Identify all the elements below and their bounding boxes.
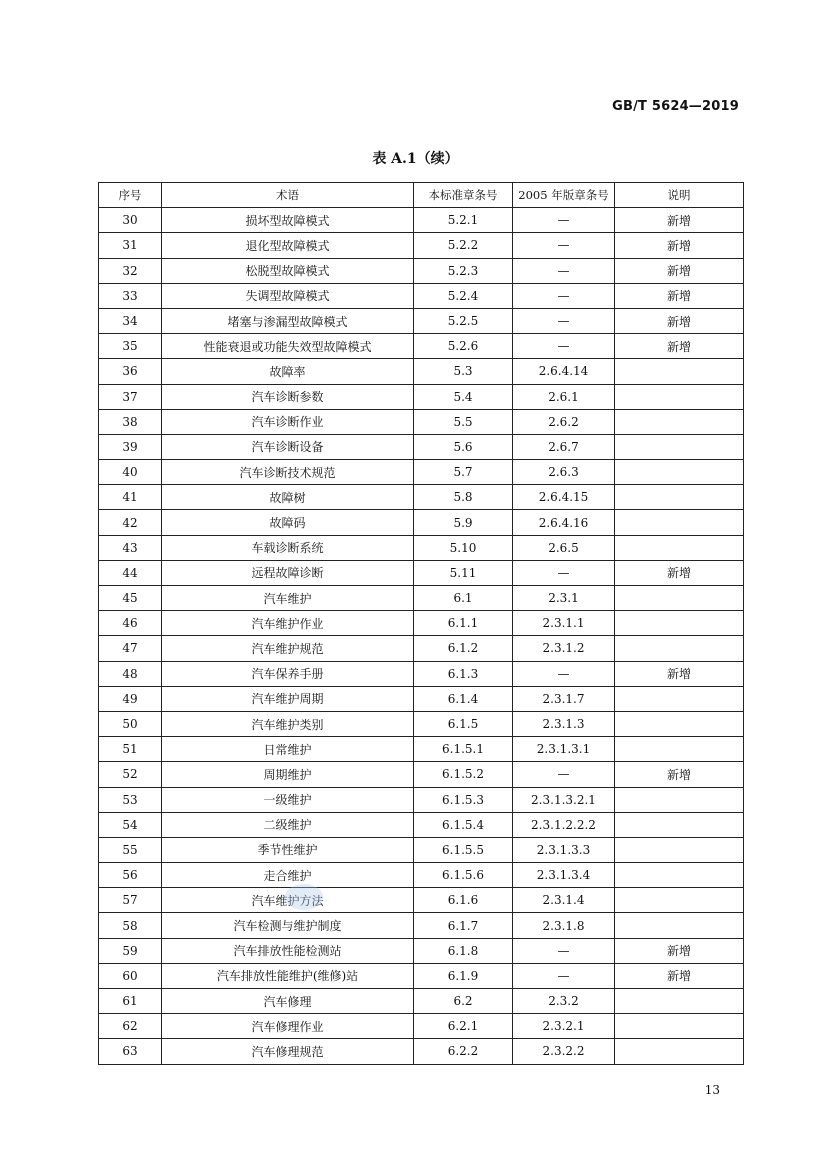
table-row [99, 586, 744, 611]
cell-index: 53 [99, 787, 162, 812]
cell-2005-clause: — [513, 258, 615, 283]
table-row [99, 888, 744, 913]
cell-note [615, 409, 744, 434]
cell-term: 退化型故障模式 [162, 233, 414, 258]
cell-term: 日常维护 [162, 737, 414, 762]
cell-clause: 6.1.5.2 [414, 762, 513, 787]
cell-note: 新增 [615, 334, 744, 359]
cell-note [615, 510, 744, 535]
cell-2005-clause: 2.3.2.2 [513, 1039, 615, 1064]
cell-2005-clause: 2.3.1.2.2.2 [513, 812, 615, 837]
table-row [99, 611, 744, 636]
cell-clause: 6.1.5.4 [414, 812, 513, 837]
cell-2005-clause: — [513, 963, 615, 988]
cell-clause: 5.4 [414, 384, 513, 409]
cell-note: 新增 [615, 661, 744, 686]
cell-clause: 5.2.3 [414, 258, 513, 283]
cell-note: 新增 [615, 208, 744, 233]
cell-clause: 6.1.2 [414, 636, 513, 661]
cell-2005-clause: 2.6.3 [513, 460, 615, 485]
table-row [99, 510, 744, 535]
cell-clause: 6.1.8 [414, 938, 513, 963]
cell-index: 39 [99, 434, 162, 459]
cell-2005-clause: 2.3.2 [513, 989, 615, 1014]
cell-note [615, 686, 744, 711]
table-row [99, 460, 744, 485]
table-row [99, 787, 744, 812]
cell-clause: 5.3 [414, 359, 513, 384]
cell-term: 松脱型故障模式 [162, 258, 414, 283]
watermark-logo [285, 884, 323, 910]
cell-index: 33 [99, 283, 162, 308]
cell-2005-clause: — [513, 308, 615, 333]
cell-term: 汽车排放性能维护(维修)站 [162, 963, 414, 988]
cell-2005-clause: 2.3.1.4 [513, 888, 615, 913]
cell-term: 远程故障诊断 [162, 560, 414, 585]
cell-term: 汽车维护 [162, 586, 414, 611]
cell-2005-clause: — [513, 283, 615, 308]
cell-note: 新增 [615, 258, 744, 283]
cell-index: 32 [99, 258, 162, 283]
cell-note: 新增 [615, 308, 744, 333]
cell-note [615, 359, 744, 384]
table-row [99, 434, 744, 459]
table-title: 表 A.1（续） [372, 151, 459, 167]
cell-clause: 6.2 [414, 989, 513, 1014]
cell-note [615, 434, 744, 459]
cell-clause: 6.1.4 [414, 686, 513, 711]
cell-2005-clause: — [513, 938, 615, 963]
cell-term: 性能衰退或功能失效型故障模式 [162, 334, 414, 359]
table-row [99, 686, 744, 711]
cell-index: 54 [99, 812, 162, 837]
cell-2005-clause: 2.6.4.16 [513, 510, 615, 535]
table-row [99, 636, 744, 661]
cell-term: 汽车排放性能检测站 [162, 938, 414, 963]
table-row [99, 812, 744, 837]
cell-clause: 5.2.6 [414, 334, 513, 359]
cell-clause: 6.1.5 [414, 711, 513, 736]
cell-note [615, 611, 744, 636]
cell-index: 47 [99, 636, 162, 661]
table-row [99, 863, 744, 888]
table-row [99, 208, 744, 233]
cell-index: 51 [99, 737, 162, 762]
cell-term: 汽车维护方法 [162, 888, 414, 913]
cell-note: 新增 [615, 560, 744, 585]
cell-index: 45 [99, 586, 162, 611]
cell-index: 44 [99, 560, 162, 585]
cell-clause: 6.2.1 [414, 1014, 513, 1039]
cell-clause: 6.1 [414, 586, 513, 611]
table-row [99, 283, 744, 308]
cell-term: 汽车修理作业 [162, 1014, 414, 1039]
cell-2005-clause: — [513, 334, 615, 359]
cell-term: 周期维护 [162, 762, 414, 787]
cell-index: 42 [99, 510, 162, 535]
cell-2005-clause: — [513, 560, 615, 585]
cell-note [615, 711, 744, 736]
table-row [99, 762, 744, 787]
table-row [99, 409, 744, 434]
cell-clause: 6.2.2 [414, 1039, 513, 1064]
cell-clause: 5.2.1 [414, 208, 513, 233]
cell-term: 堵塞与渗漏型故障模式 [162, 308, 414, 333]
cell-note: 新增 [615, 283, 744, 308]
cell-index: 52 [99, 762, 162, 787]
cell-note [615, 837, 744, 862]
cell-clause: 6.1.5.6 [414, 863, 513, 888]
cell-2005-clause: 2.3.1 [513, 586, 615, 611]
cell-term: 汽车维护类别 [162, 711, 414, 736]
cell-term: 走合维护 [162, 863, 414, 888]
terms-table [98, 182, 744, 1065]
table-row [99, 661, 744, 686]
cell-2005-clause: 2.6.4.15 [513, 485, 615, 510]
cell-note [615, 636, 744, 661]
cell-2005-clause: 2.3.1.3.2.1 [513, 787, 615, 812]
cell-2005-clause: 2.3.1.3.4 [513, 863, 615, 888]
cell-term: 故障率 [162, 359, 414, 384]
cell-term: 汽车维护规范 [162, 636, 414, 661]
cell-term: 汽车诊断作业 [162, 409, 414, 434]
cell-clause: 5.11 [414, 560, 513, 585]
cell-note [615, 485, 744, 510]
table-row [99, 989, 744, 1014]
cell-index: 49 [99, 686, 162, 711]
table-row [99, 938, 744, 963]
cell-index: 30 [99, 208, 162, 233]
cell-note: 新增 [615, 762, 744, 787]
cell-term: 汽车保养手册 [162, 661, 414, 686]
table-row [99, 913, 744, 938]
cell-note [615, 535, 744, 560]
cell-index: 37 [99, 384, 162, 409]
cell-2005-clause: 2.3.1.2 [513, 636, 615, 661]
cell-2005-clause: 2.3.1.8 [513, 913, 615, 938]
cell-index: 48 [99, 661, 162, 686]
cell-term: 损坏型故障模式 [162, 208, 414, 233]
cell-2005-clause: — [513, 762, 615, 787]
cell-2005-clause: 2.6.1 [513, 384, 615, 409]
column-header-clause: 本标准章条号 [414, 183, 513, 208]
table-row [99, 1014, 744, 1039]
cell-clause: 5.2.4 [414, 283, 513, 308]
cell-index: 36 [99, 359, 162, 384]
cell-clause: 5.9 [414, 510, 513, 535]
table-row [99, 258, 744, 283]
column-header-note: 说明 [615, 183, 744, 208]
table-header-row [99, 183, 744, 208]
cell-term: 二级维护 [162, 812, 414, 837]
page-number: 13 [704, 1083, 720, 1097]
cell-index: 43 [99, 535, 162, 560]
table-row [99, 233, 744, 258]
cell-term: 汽车修理 [162, 989, 414, 1014]
cell-index: 57 [99, 888, 162, 913]
table-row [99, 1039, 744, 1064]
cell-2005-clause: 2.6.7 [513, 434, 615, 459]
cell-term: 车载诊断系统 [162, 535, 414, 560]
cell-note: 新增 [615, 233, 744, 258]
cell-note [615, 1014, 744, 1039]
cell-index: 63 [99, 1039, 162, 1064]
cell-clause: 6.1.1 [414, 611, 513, 636]
cell-term: 汽车维护周期 [162, 686, 414, 711]
cell-index: 40 [99, 460, 162, 485]
cell-2005-clause: — [513, 233, 615, 258]
cell-2005-clause: 2.3.1.7 [513, 686, 615, 711]
column-header-2005-clause: 2005 年版章条号 [513, 183, 615, 208]
cell-clause: 5.2.5 [414, 308, 513, 333]
cell-2005-clause: 2.3.1.3 [513, 711, 615, 736]
cell-2005-clause: 2.3.1.1 [513, 611, 615, 636]
cell-index: 62 [99, 1014, 162, 1039]
cell-index: 38 [99, 409, 162, 434]
cell-index: 56 [99, 863, 162, 888]
cell-term: 汽车诊断技术规范 [162, 460, 414, 485]
cell-note [615, 737, 744, 762]
column-header-term: 术语 [162, 183, 414, 208]
cell-clause: 6.1.6 [414, 888, 513, 913]
cell-clause: 6.1.9 [414, 963, 513, 988]
table-row [99, 737, 744, 762]
standard-code: GB/T 5624—2019 [612, 99, 739, 114]
cell-clause: 6.1.5.3 [414, 787, 513, 812]
cell-note [615, 1039, 744, 1064]
cell-2005-clause: 2.6.5 [513, 535, 615, 560]
cell-note: 新增 [615, 963, 744, 988]
cell-clause: 6.1.3 [414, 661, 513, 686]
cell-term: 汽车检测与维护制度 [162, 913, 414, 938]
cell-note [615, 787, 744, 812]
cell-term: 故障树 [162, 485, 414, 510]
cell-2005-clause: 2.6.2 [513, 409, 615, 434]
cell-term: 汽车诊断参数 [162, 384, 414, 409]
table-row [99, 359, 744, 384]
cell-note [615, 913, 744, 938]
cell-clause: 5.7 [414, 460, 513, 485]
cell-clause: 5.2.2 [414, 233, 513, 258]
cell-index: 46 [99, 611, 162, 636]
cell-clause: 5.10 [414, 535, 513, 560]
table-row [99, 963, 744, 988]
table-body [99, 208, 744, 1064]
cell-note [615, 812, 744, 837]
cell-note [615, 384, 744, 409]
cell-term: 汽车维护作业 [162, 611, 414, 636]
cell-term: 汽车修理规范 [162, 1039, 414, 1064]
column-header-index: 序号 [99, 183, 162, 208]
cell-2005-clause: — [513, 208, 615, 233]
table-row [99, 334, 744, 359]
cell-note [615, 888, 744, 913]
cell-clause: 6.1.5.1 [414, 737, 513, 762]
table-row [99, 837, 744, 862]
cell-index: 41 [99, 485, 162, 510]
cell-term: 故障码 [162, 510, 414, 535]
cell-index: 61 [99, 989, 162, 1014]
cell-clause: 5.8 [414, 485, 513, 510]
cell-clause: 6.1.7 [414, 913, 513, 938]
cell-note [615, 586, 744, 611]
cell-index: 55 [99, 837, 162, 862]
cell-index: 58 [99, 913, 162, 938]
cell-index: 31 [99, 233, 162, 258]
table-row [99, 485, 744, 510]
cell-note: 新增 [615, 938, 744, 963]
cell-2005-clause: 2.3.1.3.3 [513, 837, 615, 862]
cell-index: 34 [99, 308, 162, 333]
cell-term: 汽车诊断设备 [162, 434, 414, 459]
cell-clause: 5.5 [414, 409, 513, 434]
cell-2005-clause: — [513, 661, 615, 686]
table-row [99, 308, 744, 333]
table-row [99, 711, 744, 736]
cell-term: 一级维护 [162, 787, 414, 812]
cell-2005-clause: 2.3.2.1 [513, 1014, 615, 1039]
cell-index: 50 [99, 711, 162, 736]
table-row [99, 560, 744, 585]
cell-index: 60 [99, 963, 162, 988]
cell-term: 季节性维护 [162, 837, 414, 862]
cell-clause: 6.1.5.5 [414, 837, 513, 862]
cell-index: 35 [99, 334, 162, 359]
cell-note [615, 460, 744, 485]
cell-note [615, 863, 744, 888]
table-row [99, 384, 744, 409]
cell-clause: 5.6 [414, 434, 513, 459]
cell-2005-clause: 2.6.4.14 [513, 359, 615, 384]
cell-note [615, 989, 744, 1014]
cell-2005-clause: 2.3.1.3.1 [513, 737, 615, 762]
cell-index: 59 [99, 938, 162, 963]
cell-term: 失调型故障模式 [162, 283, 414, 308]
table-row [99, 535, 744, 560]
